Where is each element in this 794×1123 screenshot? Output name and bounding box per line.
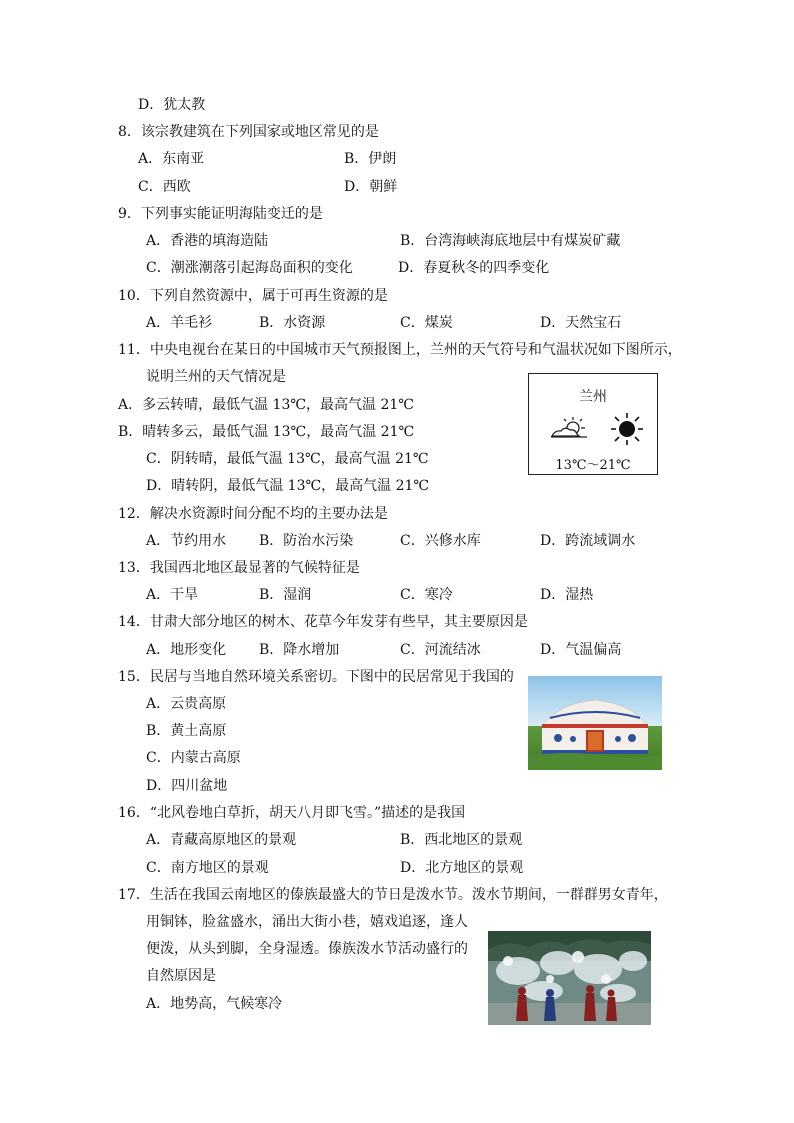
q13-option-b: B．湿润 [259, 587, 312, 603]
q11-option-b: B．晴转多云，最低气温 13℃，最高气温 21℃ [118, 424, 415, 440]
q15-option-d: D．四川盆地 [146, 778, 228, 794]
q8-option-b: B．伊朗 [344, 151, 397, 167]
q11-stem-line1: 11．中央电视台在某日的中国城市天气预报图上，兰州的天气符号和气温状况如下图所示， [118, 342, 682, 358]
water-festival-photo [488, 931, 651, 1025]
q16-option-b: B．西北地区的景观 [400, 832, 523, 848]
yurt-photo [528, 676, 662, 770]
q8-option-d: D．朝鲜 [344, 179, 398, 195]
q9-stem: 9．下列事实能证明海陆变迁的是 [118, 206, 323, 222]
q12-option-b: B．防治水污染 [259, 533, 354, 549]
weather-forecast-box [528, 373, 658, 475]
q17-stem-line1: 17．生活在我国云南地区的傣族最盛大的节日是泼水节。泼水节期间，一群群男女青年， [118, 887, 668, 903]
q12-option-c: C．兴修水库 [400, 533, 481, 549]
q11-option-a: A．多云转晴，最低气温 13℃，最高气温 21℃ [118, 397, 414, 413]
q16-option-a: A．青藏高原地区的景观 [146, 832, 297, 848]
q13-option-d: D．湿热 [540, 587, 594, 603]
q15-stem: 15．民居与当地自然环境关系密切。下图中的民居常见于我国的 [118, 669, 514, 685]
q16-option-c: C．南方地区的景观 [146, 860, 269, 876]
q14-option-d: D．气温偏高 [540, 642, 622, 658]
q15-option-b: B．黄土高原 [146, 723, 227, 739]
q10-option-b: B．水资源 [259, 315, 326, 331]
q12-option-d: D．跨流域调水 [540, 533, 636, 549]
q13-stem: 13．我国西北地区最显著的气候特征是 [118, 560, 360, 576]
q17-stem-line4: 自然原因是 [146, 968, 216, 984]
q9-option-d: D．春夏秋冬的四季变化 [398, 260, 550, 276]
q13-option-c: C．寒冷 [400, 587, 453, 603]
q17-stem-line2: 用铜钵，脸盆盛水，涌出大街小巷，嬉戏追逐，逢人 [146, 914, 468, 930]
q10-option-d: D．天然宝石 [540, 315, 622, 331]
q15-option-c: C．内蒙古高原 [146, 750, 241, 766]
q17-option-a: A．地势高，气候寒冷 [146, 996, 283, 1012]
q8-option-a: A．东南亚 [138, 151, 205, 167]
q14-option-c: C．河流结冰 [400, 642, 481, 658]
q9-option-c: C．潮涨潮落引起海岛面积的变化 [146, 260, 353, 276]
q10-stem: 10．下列自然资源中，属于可再生资源的是 [118, 288, 388, 304]
q10-option-a: A．羊毛衫 [146, 315, 213, 331]
q14-option-a: A．地形变化 [146, 642, 227, 658]
q17-stem-line3: 便泼，从头到脚，全身湿透。傣族泼水节活动盛行的 [146, 941, 468, 957]
q13-option-a: A．干旱 [146, 587, 199, 603]
q12-option-a: A．节约用水 [146, 533, 227, 549]
q8-stem: 8．该宗教建筑在下列国家或地区常见的是 [118, 124, 379, 140]
q14-option-b: B．降水增加 [259, 642, 340, 658]
q11-stem-line2: 说明兰州的天气情况是 [146, 369, 286, 385]
q16-option-d: D．北方地区的景观 [400, 860, 524, 876]
q14-stem: 14．甘肃大部分地区的树木、花草今年发芽有些早，其主要原因是 [118, 614, 528, 630]
q12-stem: 12．解决水资源时间分配不均的主要办法是 [118, 506, 388, 522]
q7-option-d: D．犹太教 [138, 97, 206, 113]
weather-temperature: 13℃～21℃ [555, 458, 631, 473]
q8-option-c: C．西欧 [138, 179, 191, 195]
q11-option-c: C．阴转晴，最低气温 13℃，最高气温 21℃ [146, 451, 429, 467]
q15-option-a: A．云贵高原 [146, 696, 227, 712]
sun-icon [610, 412, 644, 446]
q11-option-d: D．晴转阴，最低气温 13℃，最高气温 21℃ [146, 478, 430, 494]
q10-option-c: C．煤炭 [400, 315, 453, 331]
q16-stem: 16．“北风卷地白草折，胡天八月即飞雪。”描述的是我国 [118, 805, 466, 821]
q9-option-a: A．香港的填海造陆 [146, 233, 269, 249]
q9-option-b: B．台湾海峡海底地层中有煤炭矿藏 [400, 233, 621, 249]
weather-city: 兰州 [579, 389, 607, 405]
cloudy-sun-icon [549, 412, 589, 442]
